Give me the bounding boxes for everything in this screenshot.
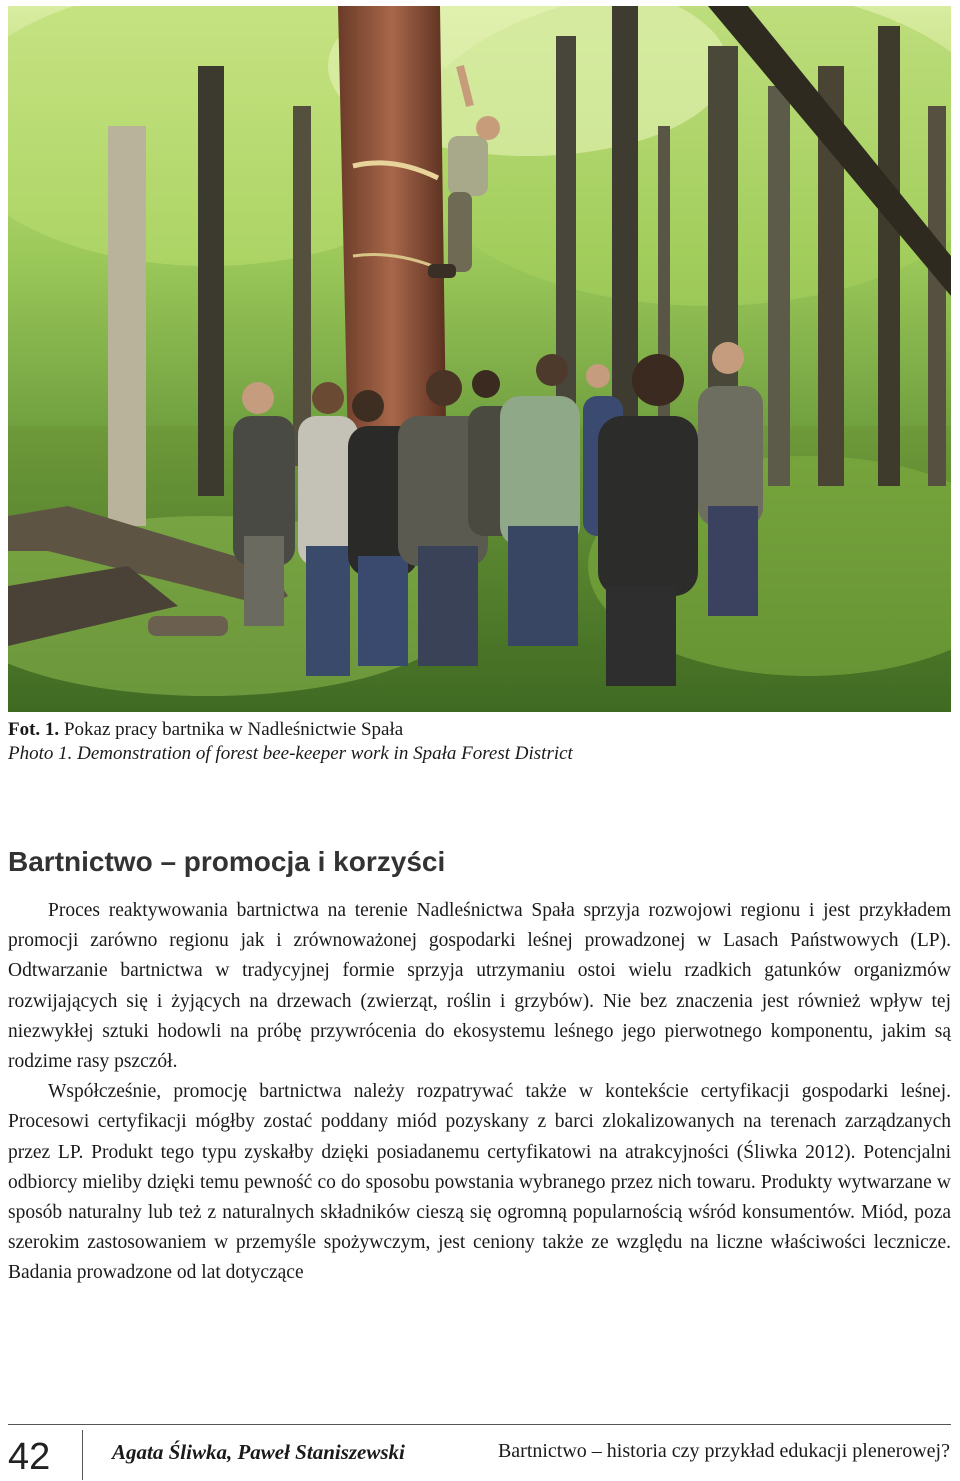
caption-label: Fot. 1. xyxy=(8,719,60,740)
paragraph: Proces reaktywowania bartnictwa na terenie Nadleśnictwa Spała sprzyja rozwojowi regionu i jest przykładem promocji zarówno regionu jak i zrównoważonej gospodarki leśnej prowadzonej w Lasach Państwowych (LP). Odtwarzanie bartnictwa w tradycyjnej formie sprzyja utrzymaniu ostoi wielu rzadkich gatunków organizmów rozwijających się i żyjących na drzewach (zwierząt, roślin i grzybów). Nie bez znaczenia jest również wpływ tej niezwykłej sztuki hodowli na próbę przywrócenia do ekosystemu leśnego jego pierwotnego komponentu, jakim są rodzime rasy pszczół. xyxy=(8,900,951,1073)
caption-polish xyxy=(8,718,948,742)
section-title: Bartnictwo – promocja i korzyści xyxy=(8,846,446,877)
caption-english: Photo 1. Demonstration of forest bee-keeper work in Spała Forest District xyxy=(8,743,573,764)
footer-running-title: Bartnictwo – historia czy przykład edukacji plenerowej? xyxy=(497,1440,950,1462)
caption-polish-text: Pokaz pracy bartnika w Nadleśnictwie Spała xyxy=(63,719,404,740)
footer-rule xyxy=(8,1424,951,1425)
forest-photo xyxy=(8,6,951,712)
paragraph: Współcześnie, promocję bartnictwa należy rozpatrywać także w kontekście certyfikacji gospodarki leśnej. Procesowi certyfikacji mógłby zostać poddany miód pozyskany z barci zlokalizowanych na terenach zarządzanych przez LP. Produkt tego typu zyskałby dzięki posiadanemu certyfikatowi na atrakcyjności (Śliwka 2012). Potencjalni odbiorcy mieliby dzięki temu pewność co do sposobu powstania wybranego przez nich towaru. Produkty wytwarzane w sposób naturalny lub też z naturalnych składników cieszą się ogromną popularnością wśród konsumentów. Miód, poza szerokim zastosowaniem w przemyśle spożywczym, jest ceniony także ze względu na liczne właściwości lecznicze. Badania prowadzone od lat dotyczące xyxy=(8,1081,951,1284)
footer-divider xyxy=(82,1430,83,1480)
page-number: 42 xyxy=(8,1436,51,1478)
footer-authors: Agata Śliwka, Paweł Staniszewski xyxy=(112,1440,405,1464)
figure-caption xyxy=(8,718,948,766)
body-text xyxy=(8,896,951,1289)
